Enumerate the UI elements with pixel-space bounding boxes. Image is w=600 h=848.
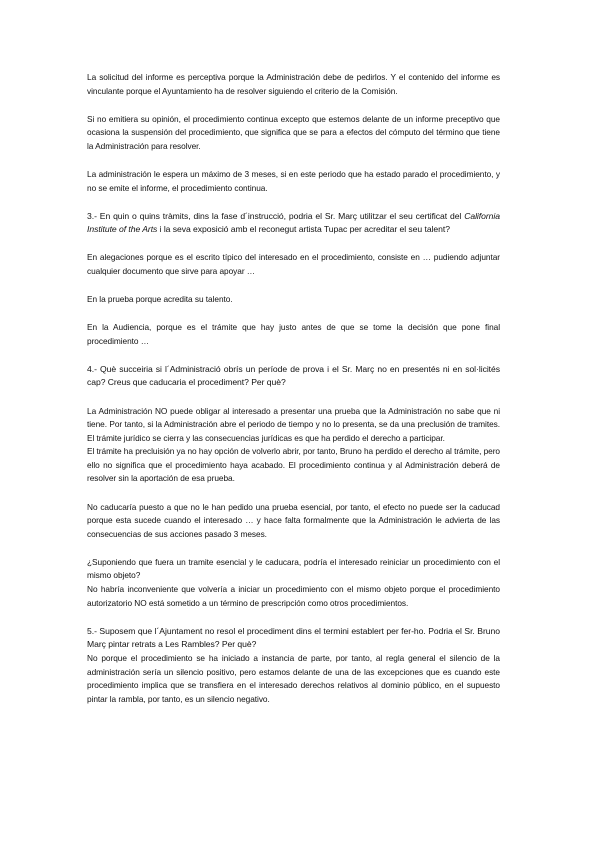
question-4: 4.- Què succeiria si l´Administració obrís un període de prova i el Sr. Març no en presentés ni en sol·licités cap? Creus que caducaria el procediment? Per què? [87,363,500,388]
paragraph-reiniciar-respuesta: No habría inconveniente que volvería a iniciar un procedimiento con el mismo objeto porque el procedimiento autorizatorio NO está sometido a un término de prescripción como otros procedimientos. [87,584,500,608]
paragraph-audiencia: En la Audiencia, porque es el trámite que hay justo antes de que se tome la decisión que pone final procedimiento … [87,322,500,346]
document-body [87,71,500,721]
paragraph-caducidad: No caducaría puesto a que no le han pedido una prueba esencial, por tanto, el efecto no puede ser la caducad porque esta sucede cuando el interesado … y hace falta formalmente que la Administración le advierta de las consecuencias de sus acciones pasado 3 meses. [87,501,500,539]
question-3-italic-institute: California Institute of the Arts [87,210,500,235]
question-3-text-end: i la seva exposició amb el reconegut artista Tupac per acreditar el seu talent? [157,224,450,235]
paragraph-preclusion-part-2: El trámite ha precluisión ya no hay opción de volverlo abrir, por tanto, Bruno ha perdido el derecho al trámite, pero ello no significa que el procedimiento haya acabado. El procedimiento continua y al Administración deberá de resolver sin la aportación de esa prueba. [87,446,500,484]
paragraph-opinion: Si no emitiera su opinión, el procedimiento continua excepto que estemos delante de un informe preceptivo que ocasiona la suspensión del procedimiento, que significa que se para a efectos del cómputo del término que tiene la Administración para resolver. [87,113,500,151]
paragraph-alegaciones: En alegaciones porque es el escrito típico del interesado en el procedimiento, consiste en … pudiendo adjuntar cualquier documento que sirve para apoyar … [87,252,500,276]
question-3 [87,210,500,237]
question-reiniciar: ¿Suponiendo que fuera un tramite esencial y le caducara, podría el interesado reiniciar un procedimiento con el mismo objeto? [87,556,500,581]
paragraph-preclusion-part-1: La Administración NO puede obligar al interesado a presentar una prueba que la Administración no sabe que ni tiene. Por tanto, si la Administración abre el periodo de tiempo y no lo presenta, se da una preclusión de tramites. El trámite jurídico se cierra y las consecuencias jurídicas es que ha perdido el derecho a participar. [87,405,500,443]
paragraph-prueba: En la prueba porque acredita su talento. [87,294,233,305]
paragraph-preclusion [87,405,500,487]
paragraph-silencio: No porque el procedimiento se ha iniciado a instancia de parte, por tanto, al regla general el silencio de la administración sería un silencio positivo, pero estamos delante de una de las excepciones que es cuando este procedimiento implica que se transfiera en el interesado derechos relativos al dominio público, en el supuesto pintar la rambla, por tanto, es un silencio negativo. [87,652,500,704]
question-3-text-start: 3.- En quin o quins tràmits, dins la fase d´instrucció, podria el Sr. Març utilitzar el seu certificat del [87,210,465,221]
paragraph-tres-meses: La administración le espera un máximo de 3 meses, si en este periodo que ha estado parado el procedimiento, y no se emite el informe, el procedimiento continua. [87,168,500,193]
paragraph-informe-perceptivo: La solicitud del informe es perceptiva porque la Administración debe de pedirlos. Y el contenido del informe es vinculante porque el Ayuntamiento ha de resolver siguiendo el criterio de la Comisión. [87,72,500,96]
question-5: 5.- Suposem que l´Ajuntament no resol el procediment dins el termini establert per fer-ho. Podria el Sr. Bruno Març pintar retrats a Les Rambles? Per què? [87,625,500,650]
